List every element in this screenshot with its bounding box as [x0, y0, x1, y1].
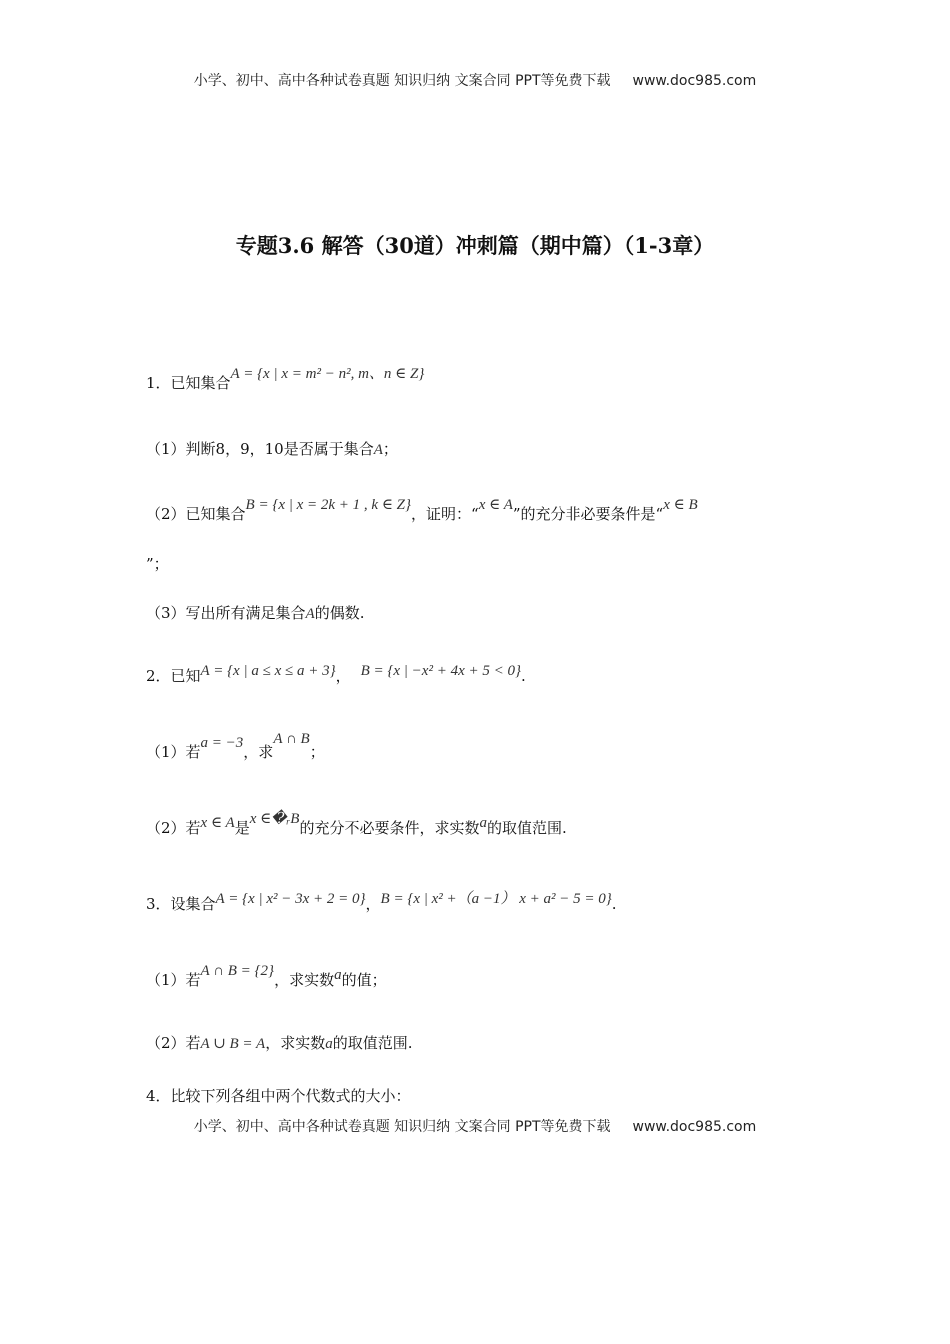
q1-stem: 1．已知集合 — [146, 374, 231, 392]
q2-part2-math1: x ∈ A — [200, 815, 235, 831]
q1-part2-cont — [146, 553, 169, 574]
q2-part1-text: （1）若 — [146, 743, 201, 761]
q2-part2-math3: a — [479, 815, 487, 831]
q1-part1-end: ； — [382, 440, 398, 458]
q1-part1-symbol: A — [373, 442, 383, 458]
q3-sep: ， — [365, 895, 381, 913]
q1-part2-math2: x ∈ B — [663, 497, 698, 513]
q2-part2-end: 的取值范围. — [486, 819, 567, 837]
q3-part2-math1: A ∪ B = A — [200, 1036, 266, 1052]
q1-part2-math1: x ∈ A — [478, 497, 513, 513]
q2-part1-math2: A ∩ B — [273, 731, 310, 747]
q3-end: . — [611, 895, 617, 913]
q2-part1-ask: ，求 — [243, 743, 274, 761]
q3-part1 — [146, 963, 387, 990]
q2-set-b: B = {x | −x² + 4x + 5 < 0} — [360, 663, 521, 679]
q2-stem: 2．已知 — [146, 667, 201, 685]
q2-part1 — [146, 731, 325, 762]
q3-stem-line — [146, 893, 617, 914]
q1-part3-symbol: A — [305, 606, 315, 622]
q1-set-b: B = {x | x = 2k + 1 , k ∈ Z} — [245, 497, 412, 513]
page-header — [0, 70, 950, 90]
q3-part2-end: 的取值范围. — [332, 1034, 413, 1052]
q3-part1-text: （1）若 — [146, 971, 201, 989]
q2-part2-text: （2）若 — [146, 819, 201, 837]
q1-part3-end: 的偶数. — [314, 604, 365, 622]
q1-part2-prove: ，证明：“ — [411, 505, 479, 523]
header-text: 小学、初中、高中各种试卷真题 知识归纳 文案合同 PPT等免费下载 — [193, 73, 611, 89]
q2-part2-math2: x ∈�ᵣB — [249, 811, 300, 827]
q3-part2-text: （2）若 — [146, 1034, 201, 1052]
header-site: www.doc985.com — [632, 73, 757, 89]
q1-part2-cont-text: ”； — [146, 555, 169, 573]
q3-part2-ask: ，求实数 — [265, 1034, 326, 1052]
page-title: 专题3.6 解答（30道）冲刺篇（期中篇）（1-3章） — [235, 233, 715, 258]
footer-text: 小学、初中、高中各种试卷真题 知识归纳 文案合同 PPT等免费下载 — [193, 1119, 611, 1135]
q4-stem-line — [146, 1085, 411, 1106]
q3-set-b: B = {x | x² +（a −1） x + a² − 5 = 0} — [380, 891, 612, 907]
q1-stem-line — [146, 366, 425, 393]
q2-set-a: A = {x | a ≤ x ≤ a + 3} — [200, 663, 336, 679]
footer-site: www.doc985.com — [632, 1119, 757, 1135]
q2-part2-condition: 的充分不必要条件，求实数 — [299, 819, 480, 837]
q3-part1-ask: ，求实数 — [274, 971, 335, 989]
q1-part3-text: （3）写出所有满足集合 — [146, 604, 306, 622]
q2-part1-math1: a = −3 — [200, 735, 244, 751]
page-footer — [0, 1116, 950, 1136]
q2-part2-is: 是 — [234, 819, 250, 837]
q1-set-a: A = {x | x = m² − n², m、n ∈ Z} — [230, 366, 425, 382]
q2-end: . — [520, 667, 526, 685]
q2-sep: ， — [335, 667, 351, 685]
q3-part1-math2: a — [334, 967, 342, 983]
q1-part1 — [146, 438, 398, 459]
q1-part2-text: （2）已知集合 — [146, 505, 246, 523]
q3-part2 — [146, 1032, 412, 1053]
q1-part3 — [146, 602, 365, 623]
q1-part2-condition: ”的充分非必要条件是“ — [512, 505, 664, 523]
q2-part1-end: ； — [309, 743, 325, 761]
q4-stem: 4．比较下列各组中两个代数式的大小： — [146, 1087, 411, 1105]
q3-part1-end: 的值； — [341, 971, 387, 989]
q1-part1-text: （1）判断8，9，10是否属于集合 — [146, 440, 374, 458]
q3-set-a: A = {x | x² − 3x + 2 = 0} — [215, 891, 366, 907]
q3-stem: 3．设集合 — [146, 895, 216, 913]
q2-stem-line — [146, 665, 526, 686]
q3-part1-math1: A ∩ B = {2} — [200, 963, 275, 979]
q1-part2 — [146, 497, 698, 524]
q2-part2 — [146, 811, 567, 838]
q3-part2-math2: a — [325, 1036, 333, 1052]
